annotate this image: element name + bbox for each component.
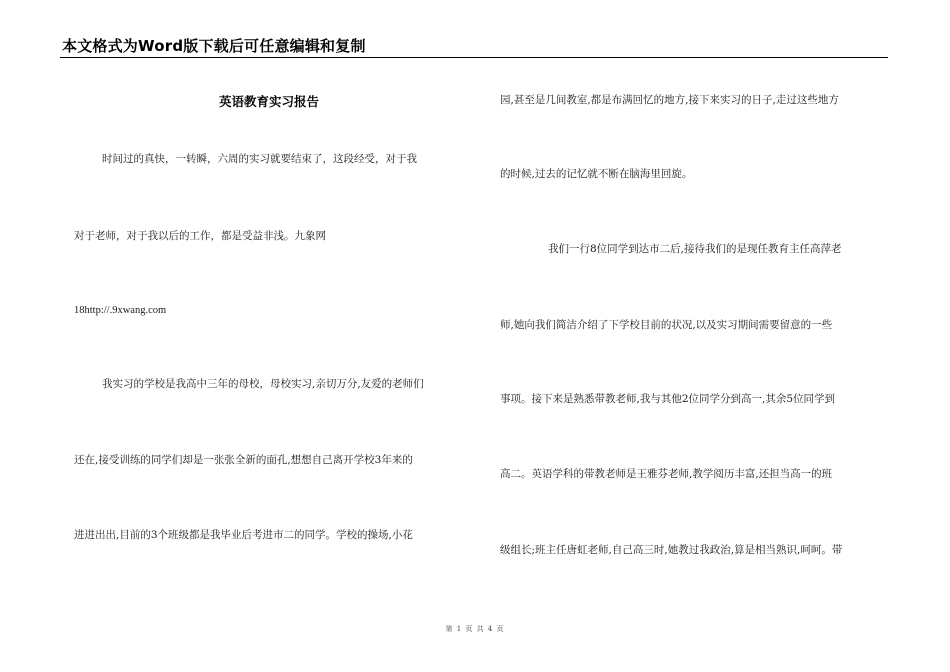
document-title: 英语教育实习报告 (218, 94, 319, 109)
right-col-line-2: 的时候,过去的记忆就不断在脑海里回旋。 (500, 168, 693, 180)
document-header-title: 本文格式为Word版下载后可任意编辑和复制 (62, 37, 366, 55)
right-col-line-5: 事项。接下来是熟悉带教老师,我与其他2位同学分到高一,其余5位同学到 (500, 393, 836, 405)
left-col-line-5: 还在,接受训练的同学们却是一张张全新的面孔,想想自己离开学校3年来的 (74, 454, 413, 466)
right-col-line-4: 师,她向我们简洁介绍了下学校目前的状况,以及实习期间需要留意的一些 (500, 319, 833, 331)
header-divider (60, 57, 888, 58)
right-col-line-6: 高二。英语学科的带教老师是王雅芬老师,教学阅历丰富,还担当高一的班 (500, 468, 833, 480)
right-col-line-3: 我们一行8位同学到达市二后,接待我们的是现任教育主任高萍老 (548, 243, 842, 255)
right-col-line-7: 级组长;班主任唐虹老师,自己高三时,她教过我政治,算是相当熟识,呵呵。带 (500, 544, 843, 556)
left-col-line-3: 18http://.9xwang.com (74, 305, 167, 316)
left-col-line-1: 时间过的真快，一转瞬，六周的实习就要结束了，这段经受，对于我 (102, 153, 417, 165)
left-col-line-6: 进进出出,目前的3个班级都是我毕业后考进市二的同学。学校的操场,小花 (74, 529, 413, 541)
page-indicator: 第 1 页 共 4 页 (445, 625, 505, 633)
right-col-line-1: 园,甚至是几间教室,都是布满回忆的地方,接下来实习的日子,走过这些地方 (500, 94, 839, 106)
left-col-line-2: 对于老师，对于我以后的工作，都是受益非浅。九象网 (74, 230, 326, 242)
left-col-line-4: 我实习的学校是我高中三年的母校，母校实习,亲切万分,友爱的老师们 (102, 378, 424, 390)
